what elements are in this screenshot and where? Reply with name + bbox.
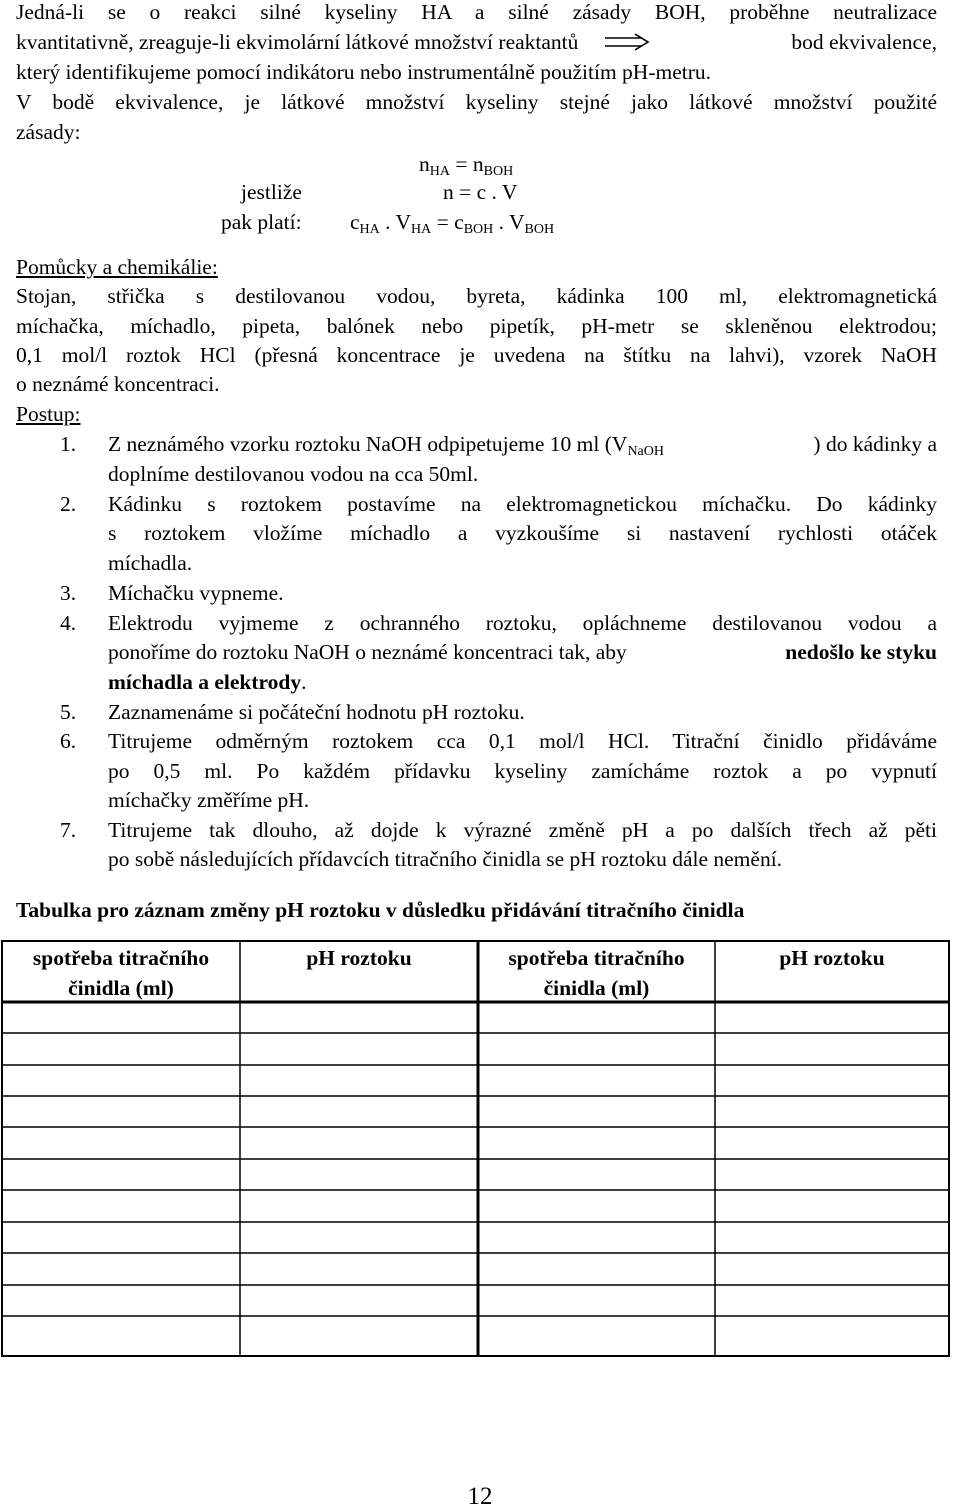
intro-line-3: který identifikujeme pomocí indikátoru nebo instrumentálně použitím pH-metru.	[16, 60, 712, 84]
step-number: 1.	[60, 432, 77, 456]
step-number: 2.	[60, 492, 77, 516]
step-2-line-3: míchadla.	[108, 551, 193, 575]
intro-line-2-text: kvantitativně, zreaguje-li ekvimolární látkové množství reaktantů	[16, 30, 579, 54]
equation-equivalence: $c_{HA}$ . $V_{HA} = c_{BOH}$ . $V_{BOH}$	[350, 210, 555, 237]
step-1-line-2: doplníme destilovanou vodou na cca 50ml.	[108, 462, 479, 486]
intro-line-1: Jedná-li se o reakci silné kyseliny HA a silné zásady BOH, proběhne neutralizace	[16, 0, 937, 24]
intro-line-5: zásady:	[16, 120, 81, 144]
header-volume-1: spotřeba titračního činidla (ml)	[32, 946, 210, 1000]
aids-line-3: 0,1 mol/l roztok HCl (přesná koncentrace je uvedena na štítku na lahvi), vzorek NaOH	[16, 343, 937, 367]
step-number: 4.	[60, 611, 77, 635]
step-number: 6.	[60, 729, 77, 753]
header-volume-2: spotřeba titračního činidla (ml)	[508, 946, 685, 1000]
step-number: 7.	[60, 818, 77, 842]
step-7-line-1: Titrujeme tak dlouho, až dojde k výrazné změně pH a po dalších třech až pěti	[108, 818, 937, 842]
step-6-line-3: míchačky změříme pH.	[108, 788, 310, 812]
header-ph-1: pH roztoku	[306, 946, 412, 970]
step-2-line-2: s roztokem vložíme míchadlo a vyzkoušíme si nastavení rychlosti otáček	[108, 521, 937, 545]
step-5-line-1: Zaznamenáme si počáteční hodnotu pH roztoku.	[108, 700, 525, 724]
step-2-line-1: Kádinku s roztokem postavíme na elektromagnetickou míchačku. Do kádinky	[108, 492, 937, 516]
header-ph-2: pH roztoku	[779, 946, 885, 970]
implies-arrow-icon	[603, 33, 651, 51]
step-4-line-1: Elektrodu vyjmeme z ochranného roztoku, opláchneme destilovanou vodou a	[108, 611, 937, 635]
procedure-heading: Postup:	[16, 402, 81, 426]
aids-line-2: míchačka, míchadlo, pipeta, balónek nebo pipetík, pH-metr se skleněnou elektrodou;	[16, 314, 937, 338]
intro-line-2-end: bod ekvivalence,	[791, 30, 937, 54]
step-4-line-2: ponoříme do roztoku NaOH o neznámé koncentraci tak, aby nedošlo ke styku	[108, 640, 937, 664]
equation-n-cv: n = c . V	[443, 180, 518, 204]
aids-line-1: Stojan, střička s destilovanou vodou, byreta, kádinka 100 ml, elektromagnetická	[16, 284, 937, 308]
intro-line-4: V bodě ekvivalence, je látkové množství kyseliny stejné jako látkové množství použité	[16, 90, 937, 114]
intro-line-2	[16, 30, 937, 55]
table-title: Tabulka pro záznam změny pH roztoku v důsledku přidávání titračního činidla	[16, 898, 745, 922]
step-number: 5.	[60, 700, 77, 724]
step-number: 3.	[60, 581, 77, 605]
ph-record-table	[1, 940, 950, 1357]
step-7-line-2: po sobě následujících přídavcích titračního činidla se pH roztoku dále nemění.	[108, 847, 783, 871]
label-jestlize: jestliže	[241, 180, 302, 204]
equation-mole-equality: $n_{HA} = n_{BOH}$	[419, 152, 514, 179]
step-6-line-2: po 0,5 ml. Po každém přídavku kyseliny zamícháme roztok a po vypnutí	[108, 759, 937, 783]
step-1-line-1: Z neznámého vzorku roztoku NaOH odpipetujeme 10 ml ($V_{NaOH}$ ) do kádinky a	[108, 432, 937, 459]
step-4-line-3: míchadla a elektrody.	[108, 670, 307, 694]
aids-heading: Pomůcky a chemikálie:	[16, 255, 218, 279]
step-6-line-1: Titrujeme odměrným roztokem cca 0,1 mol/l HCl. Titrační činidlo přidáváme	[108, 729, 937, 753]
page-number: 12	[467, 1483, 493, 1510]
label-pak-plati: pak platí:	[221, 210, 302, 234]
aids-line-4: o neznámé koncentraci.	[16, 372, 220, 396]
step-3-line-1: Míchačku vypneme.	[108, 581, 284, 605]
